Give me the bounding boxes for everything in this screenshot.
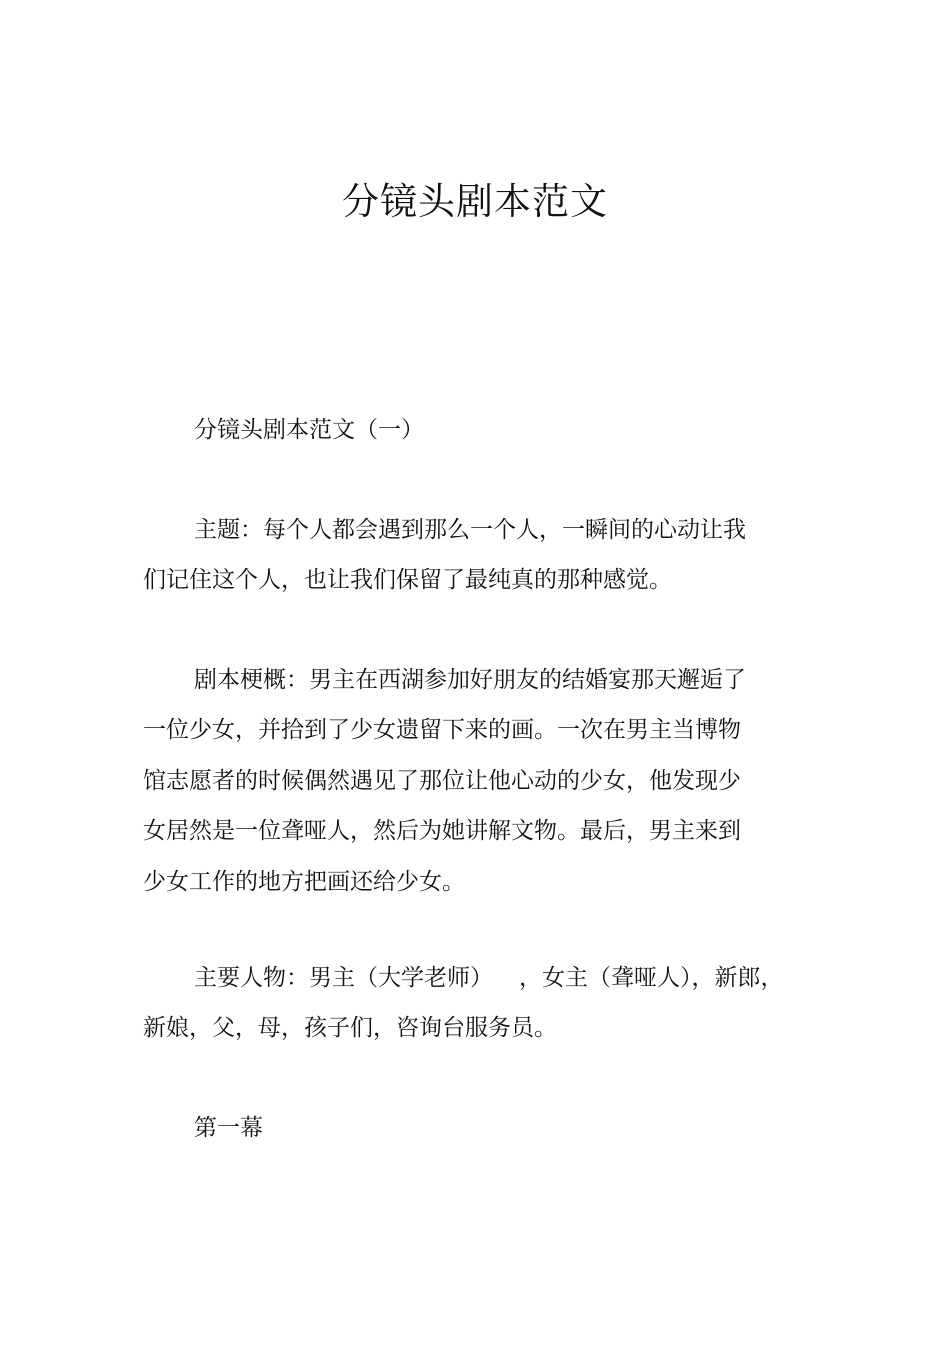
characters-line-1	[143, 953, 793, 1003]
act-heading	[143, 1103, 793, 1153]
theme-paragraph	[143, 505, 793, 606]
section-heading-text: 分镜头剧本范文（一）	[194, 417, 424, 443]
document-title: 分镜头剧本范文	[342, 180, 608, 223]
synopsis-line-2: 一位少女，并拾到了少女遗留下来的画。一次在男主当博物	[143, 717, 741, 744]
theme-line-2: 们记住这个人，也让我们保留了最纯真的那种感觉。	[143, 567, 672, 594]
synopsis-paragraph	[143, 655, 793, 907]
synopsis-line-5: 少女工作的地方把画还给少女。	[143, 868, 465, 895]
theme-line-1: 主题：每个人都会遇到那么一个人，一瞬间的心动让我	[194, 517, 746, 543]
synopsis-line-4: 女居然是一位聋哑人，然后为她讲解文物。最后，男主来到	[143, 818, 741, 845]
characters-main-male: 主要人物：男主（大学老师）	[194, 965, 493, 991]
characters-paragraph	[143, 953, 793, 1054]
section-heading	[143, 405, 793, 455]
synopsis-line-3: 馆志愿者的时候偶然遇见了那位让他心动的少女，他发现少	[143, 767, 741, 794]
characters-others: ，女主（聋哑人），新郎，	[519, 965, 784, 991]
act-heading-text: 第一幕	[194, 1115, 263, 1141]
synopsis-line-1: 剧本梗概：男主在西湖参加好朋友的结婚宴那天邂逅了	[194, 667, 746, 693]
characters-line-2: 新娘，父，母，孩子们，咨询台服务员。	[143, 1015, 557, 1042]
